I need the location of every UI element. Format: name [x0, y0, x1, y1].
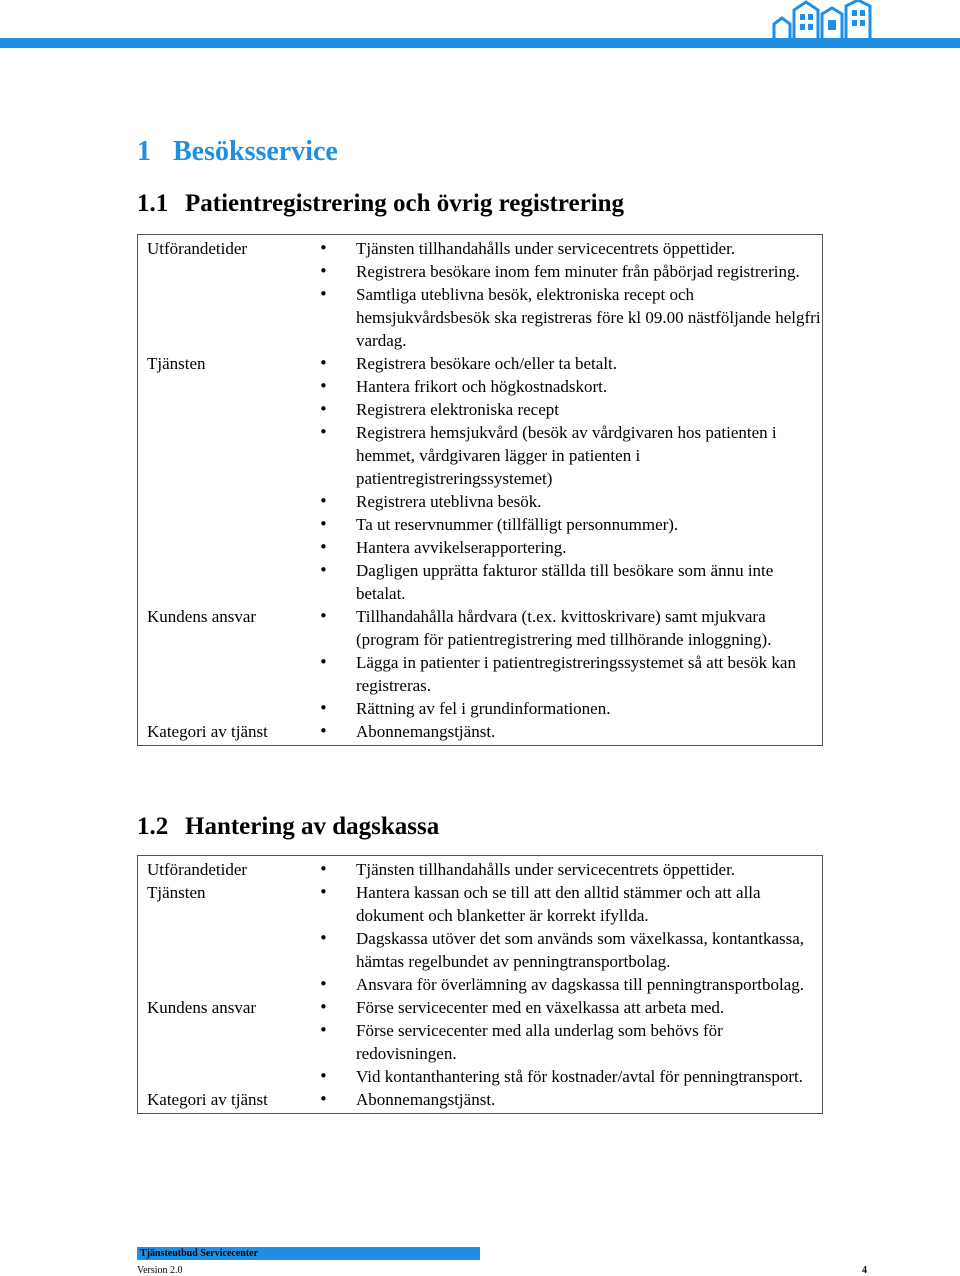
subsection-heading — [137, 190, 624, 218]
row-label: Tjänsten — [147, 354, 206, 373]
table-row — [138, 1088, 823, 1114]
page-number: 4 — [862, 1265, 867, 1276]
bullet-list — [319, 720, 822, 743]
bullet-list — [319, 996, 822, 1088]
bullet-list — [319, 858, 822, 881]
list-item: • Tjänsten tillhandahålls under servicecentrets öppettider. — [319, 237, 822, 260]
service-table — [137, 234, 823, 746]
list-item: • Dagligen upprätta fakturor ställda till besökare som ännu inte betalat. — [319, 559, 822, 605]
table-row — [138, 352, 823, 605]
row-label: Utförandetider — [147, 239, 248, 258]
subsection-number: 1.1 — [137, 190, 169, 217]
list-item: • Abonnemangstjänst. — [319, 1088, 822, 1111]
list-item: • Förse servicecenter med en växelkassa att arbeta med. — [319, 996, 822, 1019]
subsection-title: Hantering av dagskassa — [185, 813, 440, 840]
bullet-list — [319, 881, 822, 996]
row-label: Kundens ansvar — [147, 998, 257, 1017]
row-label: Utförandetider — [147, 860, 248, 879]
list-item: • Hantera frikort och högkostnadskort. — [319, 375, 822, 398]
list-item: • Hantera avvikelserapportering. — [319, 536, 822, 559]
row-label: Kundens ansvar — [147, 607, 257, 626]
table-row — [138, 881, 823, 996]
subsection-title: Patientregistrering och övrig registrering — [185, 190, 625, 217]
list-item: • Lägga in patienter i patientregistreringssystemet så att besök kan registreras. — [319, 651, 822, 697]
list-item: • Ansvara för överlämning av dagskassa till penningtransportbolag. — [319, 973, 822, 996]
table-row — [138, 720, 823, 746]
subsection-number: 1.2 — [137, 813, 169, 840]
list-item: • Registrera besökare inom fem minuter från påbörjad registrering. — [319, 260, 822, 283]
footer-organization: Tjänsteutbud Servicecenter — [140, 1248, 259, 1259]
row-label: Kategori av tjänst — [147, 1090, 268, 1109]
table-row — [138, 996, 823, 1088]
service-table — [137, 855, 823, 1114]
list-item: • Förse servicecenter med alla underlag som behövs för redovisningen. — [319, 1019, 822, 1065]
list-item: • Hantera kassan och se till att den alltid stämmer och att alla dokument och blanketter är korrekt ifyllda. — [319, 881, 822, 927]
list-item: • Tjänsten tillhandahålls under servicecentrets öppettider. — [319, 858, 822, 881]
list-item: • Registrera elektroniska recept — [319, 398, 822, 421]
section-heading — [137, 136, 338, 168]
list-item: • Rättning av fel i grundinformationen. — [319, 697, 822, 720]
list-item: • Dagskassa utöver det som används som växelkassa, kontantkassa, hämtas regelbundet av penningtransportbolag. — [319, 927, 822, 973]
section-number: 1 — [137, 136, 151, 167]
row-label: Tjänsten — [147, 883, 206, 902]
section-title: Besöksservice — [173, 136, 338, 167]
row-label: Kategori av tjänst — [147, 722, 268, 741]
table-row — [138, 235, 823, 353]
bullet-list — [319, 1088, 822, 1111]
list-item: • Tillhandahålla hårdvara (t.ex. kvittoskrivare) samt mjukvara (program för patientregistrering med tillhörande inloggning). — [319, 605, 822, 651]
list-item: • Abonnemangstjänst. — [319, 720, 822, 743]
list-item: • Registrera uteblivna besök. — [319, 490, 822, 513]
list-item: • Registrera besökare och/eller ta betalt. — [319, 352, 822, 375]
list-item: • Samtliga uteblivna besök, elektroniska recept och hemsjukvårdsbesök ska registreras före kl 09.00 nästföljande helgfri vardag. — [319, 283, 822, 352]
footer-version: Version 2.0 — [137, 1265, 183, 1276]
list-item: • Ta ut reservnummer (tillfälligt personnummer). — [319, 513, 822, 536]
table-row — [138, 856, 823, 882]
list-item: • Vid kontanthantering stå för kostnader/avtal för penningtransport. — [319, 1065, 822, 1088]
table-row — [138, 605, 823, 720]
subsection-heading — [137, 813, 439, 841]
bullet-list — [319, 605, 822, 720]
buildings-logo-icon — [760, 0, 960, 40]
bullet-list — [319, 352, 822, 605]
list-item: • Registrera hemsjukvård (besök av vårdgivaren hos patienten i hemmet, vårdgivaren lägger in patienten i patientregistreringssystemet) — [319, 421, 822, 490]
bullet-list — [319, 237, 822, 352]
